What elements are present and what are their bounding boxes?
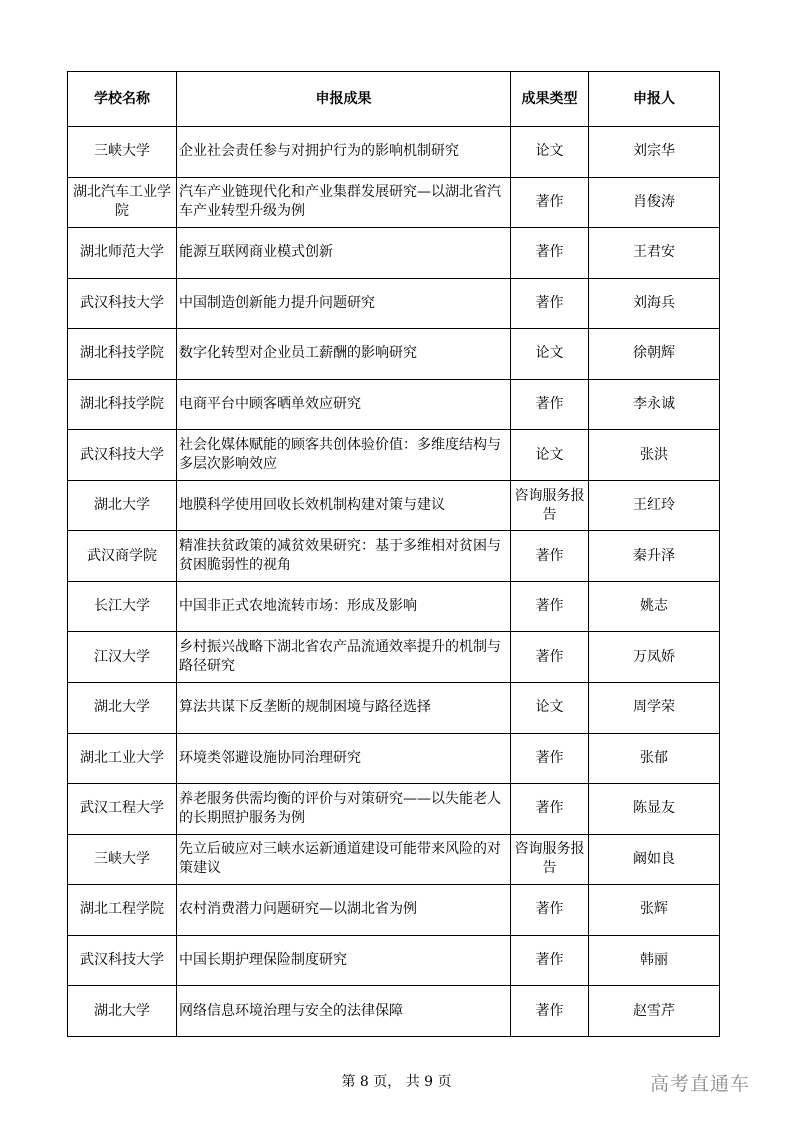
table-row (68, 581, 720, 632)
cell-school: 武汉商学院 (68, 531, 177, 582)
cell-person: 王红玲 (589, 480, 720, 531)
cell-person: 张郁 (589, 733, 720, 784)
watermark: 高考直通车 (650, 1073, 751, 1095)
cell-title: 先立后破应对三峡水运新通道建设可能带来风险的对策建议 (177, 834, 511, 885)
cell-title: 社会化媒体赋能的顾客共创体验价值：多维度结构与多层次影响效应 (177, 430, 511, 481)
cell-title: 能源互联网商业模式创新 (177, 228, 511, 279)
cell-title: 汽车产业链现代化和产业集群发展研究—以湖北省汽车产业转型升级为例 (177, 177, 511, 228)
cell-school: 武汉工程大学 (68, 784, 177, 835)
cell-person: 刘海兵 (589, 278, 720, 329)
cell-type: 咨询服务报告 (511, 480, 589, 531)
cell-school: 湖北工程学院 (68, 885, 177, 936)
table-row (68, 177, 720, 228)
table-row (68, 632, 720, 683)
cell-school: 湖北大学 (68, 986, 177, 1037)
table-row (68, 480, 720, 531)
header-title: 申报成果 (177, 72, 511, 127)
cell-type: 论文 (511, 430, 589, 481)
cell-title: 企业社会责任参与对拥护行为的影响机制研究 (177, 127, 511, 178)
header-type: 成果类型 (511, 72, 589, 127)
table-row (68, 531, 720, 582)
cell-title: 网络信息环境治理与安全的法律保障 (177, 986, 511, 1037)
table-row (68, 329, 720, 380)
table-row (68, 885, 720, 936)
table-row (68, 784, 720, 835)
cell-school: 江汉大学 (68, 632, 177, 683)
cell-title: 环境类邻避设施协同治理研究 (177, 733, 511, 784)
cell-school: 三峡大学 (68, 127, 177, 178)
page-number: 第 8 页， 共 9 页 (341, 1074, 452, 1090)
table-row (68, 935, 720, 986)
header-person: 申报人 (589, 72, 720, 127)
cell-person: 秦升泽 (589, 531, 720, 582)
cell-type: 著作 (511, 784, 589, 835)
cell-type: 著作 (511, 885, 589, 936)
cell-school: 湖北科技学院 (68, 329, 177, 380)
cell-school: 湖北科技学院 (68, 379, 177, 430)
cell-type: 著作 (511, 733, 589, 784)
cell-type: 论文 (511, 127, 589, 178)
table-row (68, 834, 720, 885)
table-row (68, 379, 720, 430)
cell-person: 张洪 (589, 430, 720, 481)
cell-title: 中国非正式农地流转市场：形成及影响 (177, 581, 511, 632)
cell-title: 中国制造创新能力提升问题研究 (177, 278, 511, 329)
cell-school: 武汉科技大学 (68, 935, 177, 986)
cell-type: 论文 (511, 683, 589, 734)
cell-type: 著作 (511, 177, 589, 228)
cell-person: 韩丽 (589, 935, 720, 986)
cell-school: 湖北大学 (68, 683, 177, 734)
cell-type: 著作 (511, 379, 589, 430)
cell-type: 论文 (511, 329, 589, 380)
cell-type: 著作 (511, 581, 589, 632)
cell-type: 著作 (511, 986, 589, 1037)
table-row (68, 127, 720, 178)
cell-person: 肖俊涛 (589, 177, 720, 228)
table-row (68, 986, 720, 1037)
cell-person: 徐朝辉 (589, 329, 720, 380)
cell-title: 算法共谋下反垄断的规制困境与路径选择 (177, 683, 511, 734)
cell-type: 著作 (511, 632, 589, 683)
cell-person: 赵雪芹 (589, 986, 720, 1037)
table-row (68, 683, 720, 734)
cell-person: 李永诚 (589, 379, 720, 430)
cell-person: 周学荣 (589, 683, 720, 734)
table-body (68, 127, 720, 1037)
cell-type: 著作 (511, 278, 589, 329)
cell-person: 姚志 (589, 581, 720, 632)
cell-person: 刘宗华 (589, 127, 720, 178)
cell-school: 武汉科技大学 (68, 430, 177, 481)
cell-type: 著作 (511, 935, 589, 986)
cell-school: 湖北大学 (68, 480, 177, 531)
table-row (68, 733, 720, 784)
cell-type: 著作 (511, 531, 589, 582)
cell-person: 阚如良 (589, 834, 720, 885)
cell-person: 万凤娇 (589, 632, 720, 683)
table-row (68, 278, 720, 329)
table-row (68, 430, 720, 481)
header-school: 学校名称 (68, 72, 177, 127)
achievements-table (67, 71, 720, 1037)
cell-school: 武汉科技大学 (68, 278, 177, 329)
cell-school: 长江大学 (68, 581, 177, 632)
cell-title: 中国长期护理保险制度研究 (177, 935, 511, 986)
cell-school: 湖北汽车工业学院 (68, 177, 177, 228)
cell-title: 数字化转型对企业员工薪酬的影响研究 (177, 329, 511, 380)
cell-title: 精准扶贫政策的减贫效果研究：基于多维相对贫困与贫困脆弱性的视角 (177, 531, 511, 582)
cell-title: 养老服务供需均衡的评价与对策研究——以失能老人的长期照护服务为例 (177, 784, 511, 835)
cell-person: 陈显友 (589, 784, 720, 835)
cell-title: 乡村振兴战略下湖北省农产品流通效率提升的机制与路径研究 (177, 632, 511, 683)
cell-title: 电商平台中顾客晒单效应研究 (177, 379, 511, 430)
cell-school: 三峡大学 (68, 834, 177, 885)
cell-type: 著作 (511, 228, 589, 279)
cell-title: 地膜科学使用回收长效机制构建对策与建议 (177, 480, 511, 531)
cell-person: 张辉 (589, 885, 720, 936)
cell-school: 湖北工业大学 (68, 733, 177, 784)
table-row (68, 228, 720, 279)
table-header-row (68, 72, 720, 127)
cell-school: 湖北师范大学 (68, 228, 177, 279)
cell-title: 农村消费潜力问题研究—以湖北省为例 (177, 885, 511, 936)
cell-person: 王君安 (589, 228, 720, 279)
cell-type: 咨询服务报告 (511, 834, 589, 885)
